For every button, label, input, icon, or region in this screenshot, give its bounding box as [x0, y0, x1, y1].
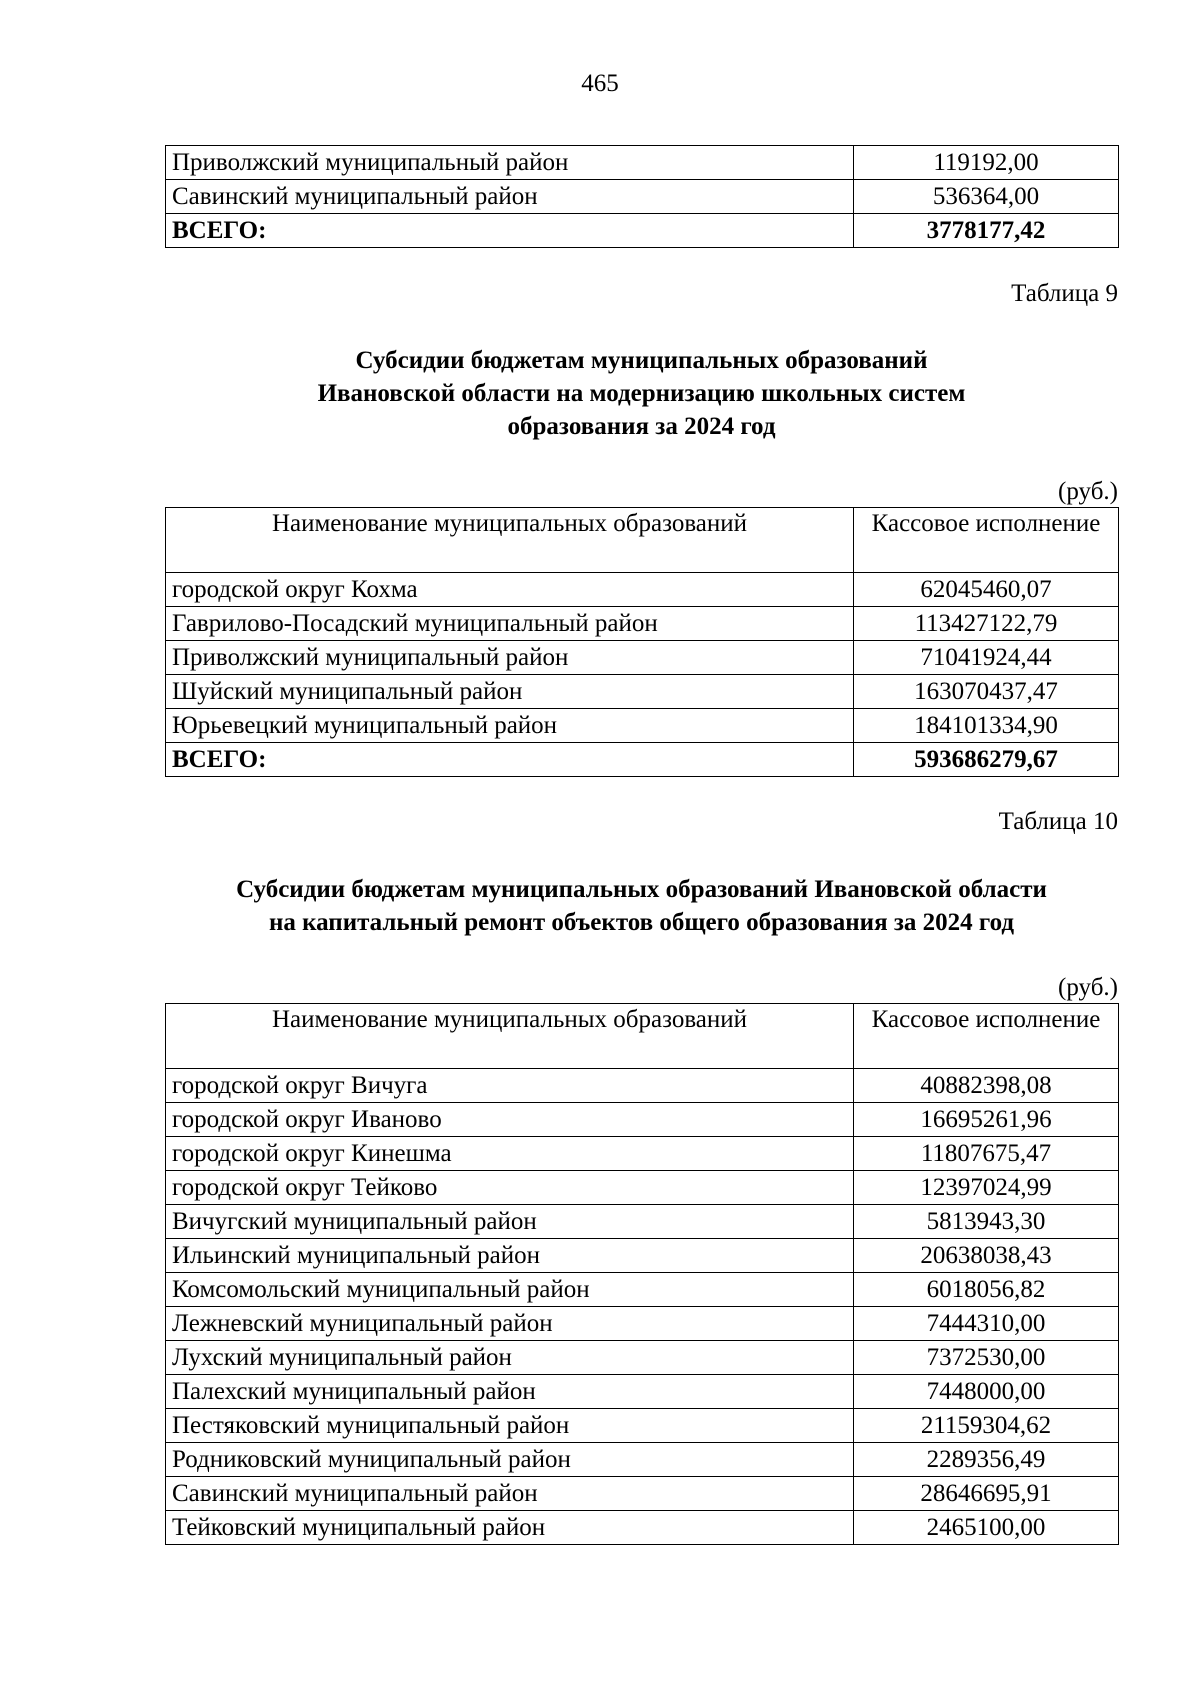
row-value: 16695261,96 [854, 1103, 1119, 1137]
row-name: Приволжский муниципальный район [166, 146, 854, 180]
table-row [166, 146, 1119, 180]
table10-unit: (руб.) [1058, 974, 1118, 1001]
table-row [166, 1239, 1119, 1273]
row-value: 11807675,47 [854, 1137, 1119, 1171]
table-row [166, 1511, 1119, 1545]
row-value: 20638038,43 [854, 1239, 1119, 1273]
total-label: ВСЕГО: [166, 743, 854, 777]
row-value: 40882398,08 [854, 1069, 1119, 1103]
row-name: Тейковский муниципальный район [166, 1511, 854, 1545]
total-row [166, 214, 1119, 248]
row-value: 163070437,47 [854, 675, 1119, 709]
row-name: Лухский муниципальный район [166, 1341, 854, 1375]
row-value: 536364,00 [854, 180, 1119, 214]
table-row [166, 1137, 1119, 1171]
row-name: Пестяковский муниципальный район [166, 1409, 854, 1443]
row-name: Родниковский муниципальный район [166, 1443, 854, 1477]
table-row [166, 1273, 1119, 1307]
row-value: 21159304,62 [854, 1409, 1119, 1443]
table-row [166, 1307, 1119, 1341]
row-value: 119192,00 [854, 146, 1119, 180]
row-value: 5813943,30 [854, 1205, 1119, 1239]
row-name: Комсомольский муниципальный район [166, 1273, 854, 1307]
row-value: 7448000,00 [854, 1375, 1119, 1409]
row-value: 71041924,44 [854, 641, 1119, 675]
row-name: Савинский муниципальный район [166, 1477, 854, 1511]
row-name: Гаврилово-Посадский муниципальный район [166, 607, 854, 641]
table-row [166, 1205, 1119, 1239]
title-line: образования за 2024 год [507, 413, 776, 440]
table-row [166, 641, 1119, 675]
row-name: городской округ Иваново [166, 1103, 854, 1137]
table9-label: Таблица 9 [1011, 280, 1118, 307]
row-name: Палехский муниципальный район [166, 1375, 854, 1409]
row-name: Савинский муниципальный район [166, 180, 854, 214]
table-row [166, 675, 1119, 709]
row-name: Вичугский муниципальный район [166, 1205, 854, 1239]
header-value: Кассовое исполнение [854, 508, 1119, 573]
page-number: 465 [581, 70, 619, 97]
table-row [166, 1341, 1119, 1375]
row-value: 2465100,00 [854, 1511, 1119, 1545]
row-name: Лежневский муниципальный район [166, 1307, 854, 1341]
row-value: 113427122,79 [854, 607, 1119, 641]
row-name: городской округ Тейково [166, 1171, 854, 1205]
row-value: 62045460,07 [854, 573, 1119, 607]
table-row [166, 607, 1119, 641]
title-line: Ивановской области на модернизацию школьных систем [317, 380, 966, 407]
table-row [166, 1171, 1119, 1205]
table-row [166, 709, 1119, 743]
table-row [166, 1443, 1119, 1477]
row-value: 28646695,91 [854, 1477, 1119, 1511]
total-value: 593686279,67 [854, 743, 1119, 777]
total-row [166, 743, 1119, 777]
total-value: 3778177,42 [854, 214, 1119, 248]
table9 [165, 507, 1119, 777]
table10 [165, 1003, 1119, 1545]
table-row [166, 1477, 1119, 1511]
total-label: ВСЕГО: [166, 214, 854, 248]
table-header-row [166, 508, 1119, 573]
title-line: на капитальный ремонт объектов общего образования за 2024 год [268, 909, 1015, 936]
table-row [166, 573, 1119, 607]
row-name: Шуйский муниципальный район [166, 675, 854, 709]
header-name: Наименование муниципальных образований [166, 508, 854, 573]
row-value: 7444310,00 [854, 1307, 1119, 1341]
row-value: 2289356,49 [854, 1443, 1119, 1477]
row-value: 184101334,90 [854, 709, 1119, 743]
title-line: Субсидии бюджетам муниципальных образований Ивановской области [236, 876, 1047, 903]
table10-label: Таблица 10 [998, 808, 1118, 835]
header-name: Наименование муниципальных образований [166, 1004, 854, 1069]
row-name: городской округ Вичуга [166, 1069, 854, 1103]
table-header-row [166, 1004, 1119, 1069]
row-value: 6018056,82 [854, 1273, 1119, 1307]
table-row [166, 1375, 1119, 1409]
table-row [166, 1409, 1119, 1443]
table-row [166, 180, 1119, 214]
table10-title [165, 873, 1118, 939]
row-value: 7372530,00 [854, 1341, 1119, 1375]
row-name: городской округ Кинешма [166, 1137, 854, 1171]
row-name: Юрьевецкий муниципальный район [166, 709, 854, 743]
table9-title [165, 344, 1118, 443]
table9-unit: (руб.) [1058, 478, 1118, 505]
table-row [166, 1069, 1119, 1103]
title-line: Субсидии бюджетам муниципальных образований [355, 347, 928, 374]
row-name: городской округ Кохма [166, 573, 854, 607]
row-name: Приволжский муниципальный район [166, 641, 854, 675]
header-value: Кассовое исполнение [854, 1004, 1119, 1069]
table-row [166, 1103, 1119, 1137]
table-continuation [165, 145, 1119, 248]
row-name: Ильинский муниципальный район [166, 1239, 854, 1273]
row-value: 12397024,99 [854, 1171, 1119, 1205]
